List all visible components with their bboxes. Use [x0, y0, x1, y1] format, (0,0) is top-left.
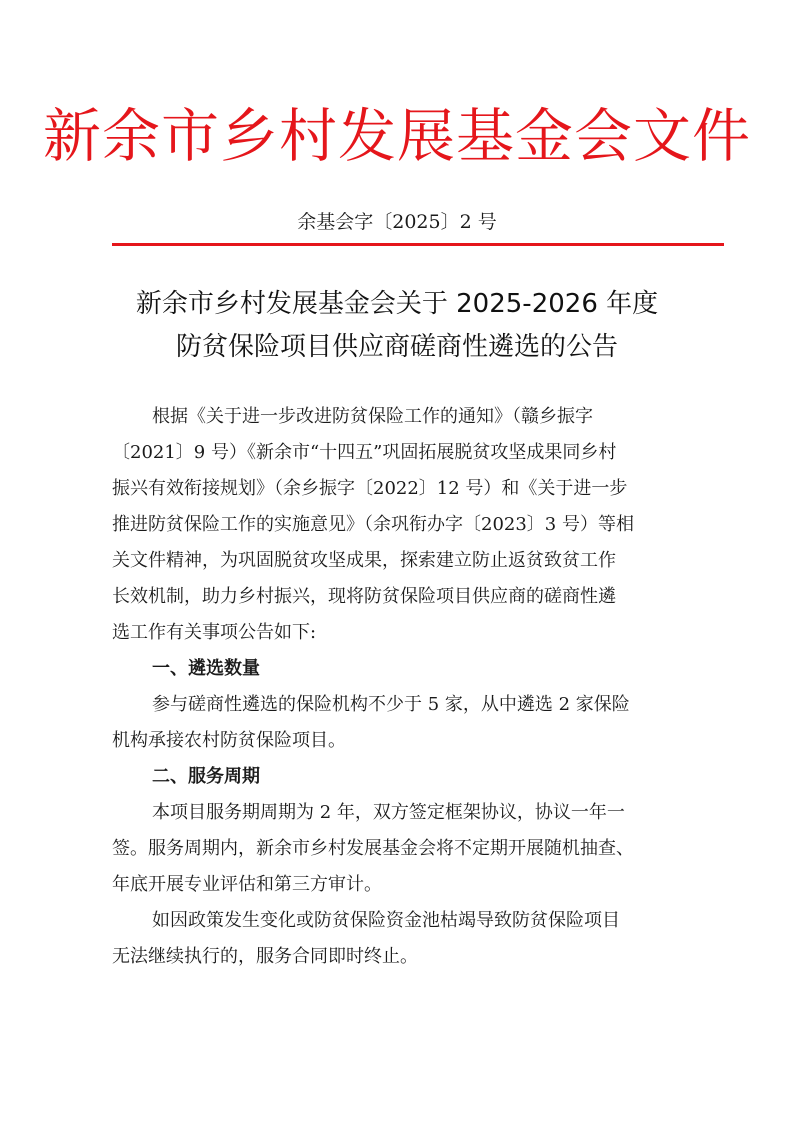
intro-line-2: 〔2021〕9 号）《新余市“十四五”巩固拓展脱贫攻坚成果同乡村 — [112, 442, 617, 463]
section2-para2-line-1: 如因政策发生变化或防贫保险资金池枯竭导致防贫保险项目 — [152, 910, 620, 931]
intro-line-6: 长效机制，助力乡村振兴，现将防贫保险项目供应商的磋商性遴 — [112, 586, 616, 607]
section2-para1-line-3: 年底开展专业评估和第三方审计。 — [112, 874, 382, 895]
intro-line-7: 选工作有关事项公告如下: — [112, 622, 317, 643]
notice-title-line-2: 防贫保险项目供应商磋商性遴选的公告 — [175, 332, 618, 362]
document-header-title: 新余市乡村发展基金会文件 — [42, 102, 751, 170]
red-divider-line — [112, 243, 724, 246]
section-heading-service-period: 二、服务周期 — [152, 766, 260, 787]
section2-para1-line-1: 本项目服务期周期为 2 年，双方签定框架协议，协议一年一 — [152, 802, 625, 823]
intro-line-3: 振兴有效衔接规划》（余乡振字〔2022〕12 号）和《关于进一步 — [112, 478, 628, 499]
intro-line-4: 推进防贫保险工作的实施意见》（余巩衔办字〔2023〕3 号）等相 — [112, 514, 634, 535]
intro-line-1: 根据《关于进一步改进防贫保险工作的通知》（赣乡振字 — [152, 406, 593, 427]
section2-para1-line-2: 签。服务周期内，新余市乡村发展基金会将不定期开展随机抽查、 — [112, 838, 634, 859]
notice-title-line-1: 新余市乡村发展基金会关于 2025-2026 年度 — [135, 289, 659, 319]
section1-line-2: 机构承接农村防贫保险项目。 — [112, 730, 346, 751]
section-heading-quantity: 一、遴选数量 — [152, 658, 260, 679]
notice-body — [112, 399, 682, 975]
section1-line-1: 参与磋商性遴选的保险机构不少于 5 家，从中遴选 2 家保险 — [152, 694, 630, 715]
document-number: 余基会字〔2025〕2 号 — [297, 211, 497, 233]
section2-para2-line-2: 无法继续执行的，服务合同即时终止。 — [112, 946, 418, 967]
intro-line-5: 关文件精神，为巩固脱贫攻坚成果，探索建立防止返贫致贫工作 — [112, 550, 616, 571]
notice-title — [0, 283, 794, 369]
